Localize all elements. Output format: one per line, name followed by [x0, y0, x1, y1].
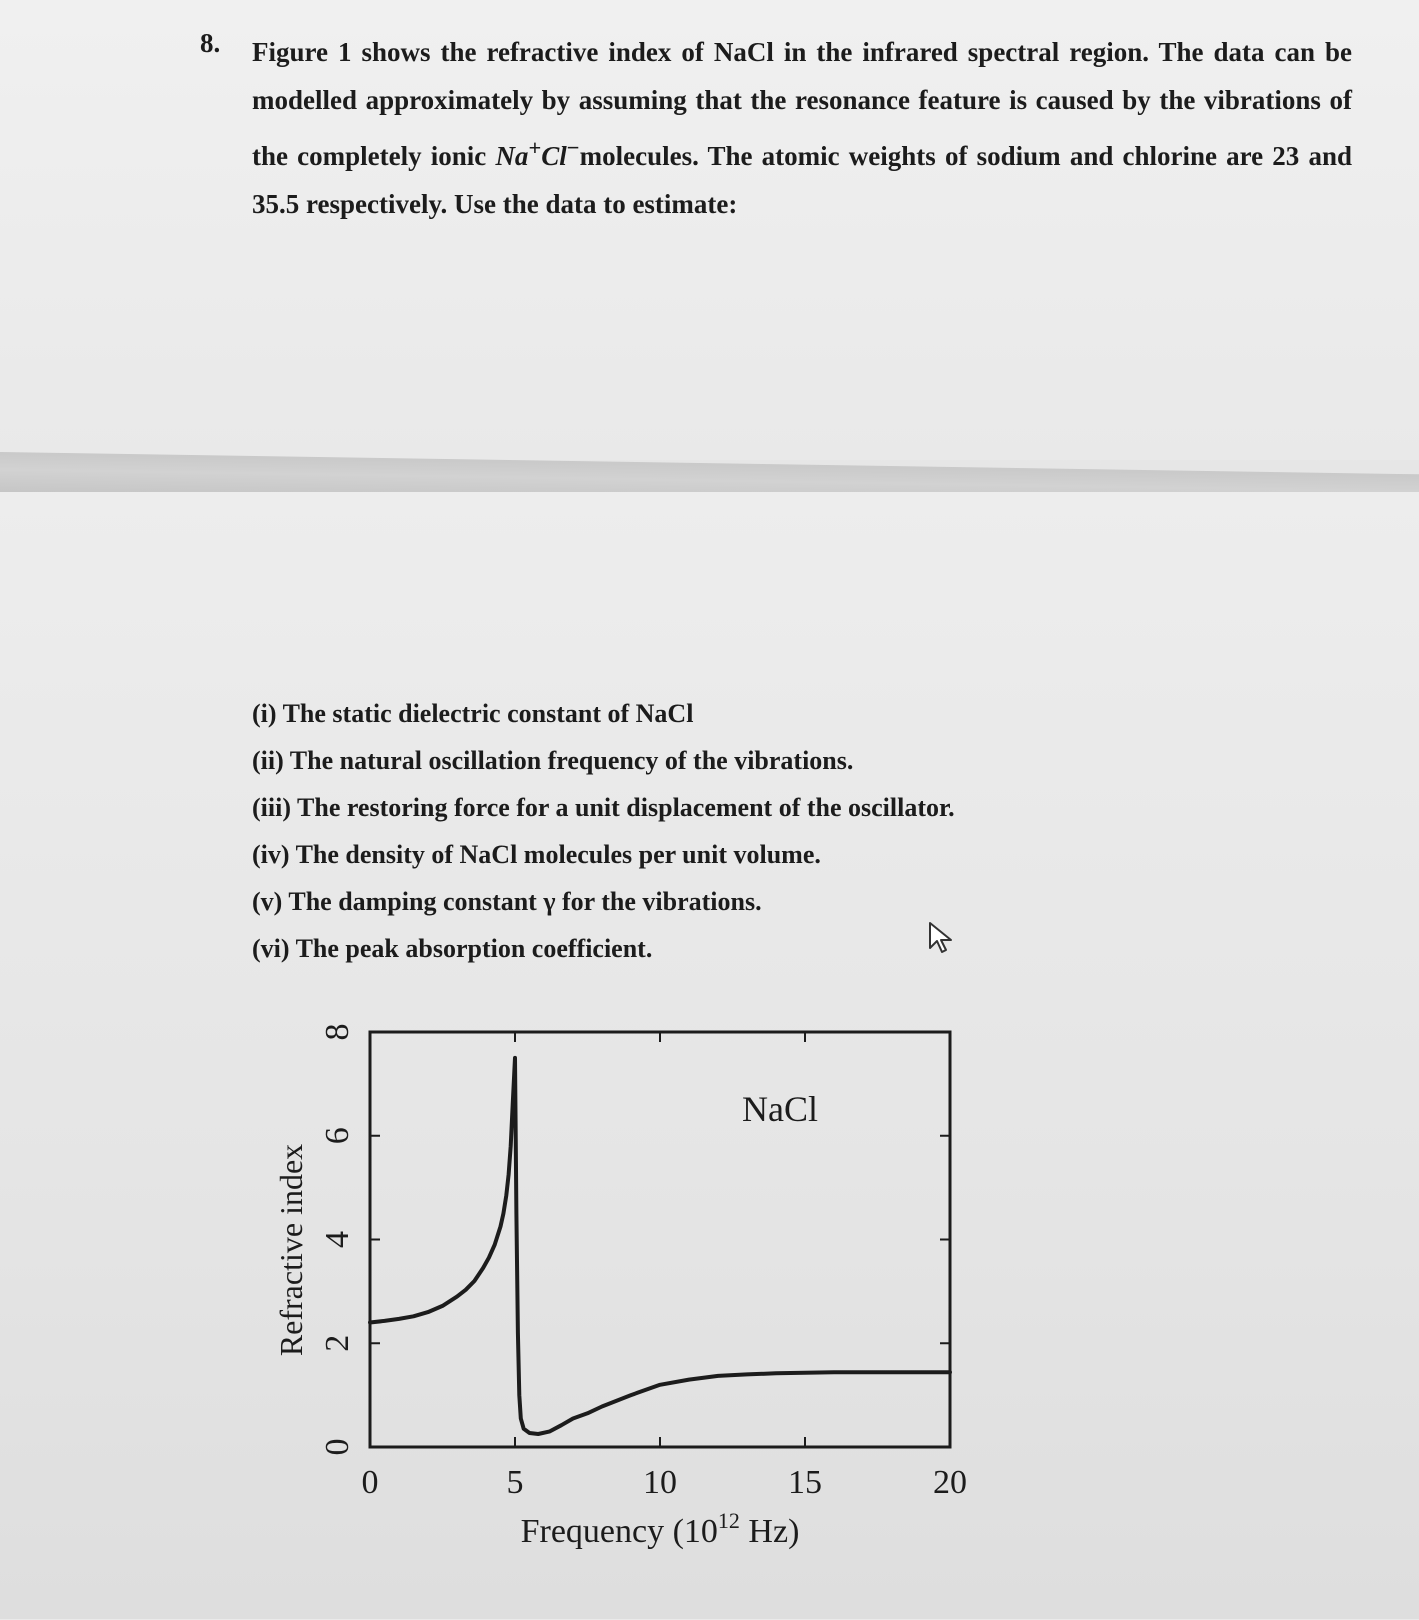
x-tick-label: 20: [933, 1464, 967, 1501]
sub-question-i: (i) The static dielectric constant of NaCl: [252, 699, 694, 728]
y-axis-label: Refractive index: [273, 1143, 309, 1357]
x-tick-label: 5: [506, 1464, 524, 1501]
sub-question-iv: (iv) The density of NaCl molecules per unit volume.: [252, 840, 821, 869]
formula-na: Na: [495, 141, 529, 171]
refractive-index-figure: [270, 1020, 1010, 1620]
x-axis-label: [521, 1508, 800, 1550]
formula-minus: −: [566, 135, 580, 160]
question-intro: Figure 1 shows the refractive index of NaCl in the infrared spectral region. The data can be modelled approximately by assuming that the resonance feature is caused by the vibrations of the completely ionic: [252, 37, 1352, 171]
formula-plus: +: [528, 135, 542, 160]
formula-cl: Cl: [541, 141, 567, 171]
x-axis-label-main: Frequency (10: [520, 1513, 718, 1550]
axis-tick-labels: [319, 1024, 967, 1502]
sub-question-v: (v) The damping constant γ for the vibrations.: [252, 887, 762, 916]
sub-question-ii: (ii) The natural oscillation frequency of the vibrations.: [252, 746, 854, 775]
question-number: 8.: [200, 28, 221, 58]
x-tick-label: 15: [788, 1464, 822, 1501]
sub-question-vi: (vi) The peak absorption coefficient.: [252, 934, 653, 963]
y-tick-label: 6: [319, 1127, 356, 1145]
x-tick-label: 0: [361, 1464, 379, 1501]
question-text: [252, 28, 1352, 228]
mouse-pointer-icon: [927, 920, 957, 956]
y-tick-label: 0: [319, 1438, 356, 1456]
x-axis-label-unit: Hz): [739, 1513, 800, 1550]
question-outro: molecules. The atomic weights of sodium and chlorine are 23 and 35.5 respectively. Use the data to estimate:: [252, 141, 1352, 219]
sub-question-iii: (iii) The restoring force for a unit displacement of the oscillator.: [252, 793, 955, 822]
y-tick-label: 4: [319, 1231, 356, 1248]
x-axis-label-exponent: 12: [717, 1508, 740, 1533]
y-tick-label: 2: [319, 1334, 356, 1352]
sub-question-list: [252, 690, 955, 972]
series-line-refractive-index: [370, 1058, 950, 1434]
y-tick-label: 8: [319, 1023, 356, 1041]
chart-annotation-nacl: NaCl: [742, 1089, 818, 1129]
x-tick-label: 10: [643, 1464, 677, 1501]
